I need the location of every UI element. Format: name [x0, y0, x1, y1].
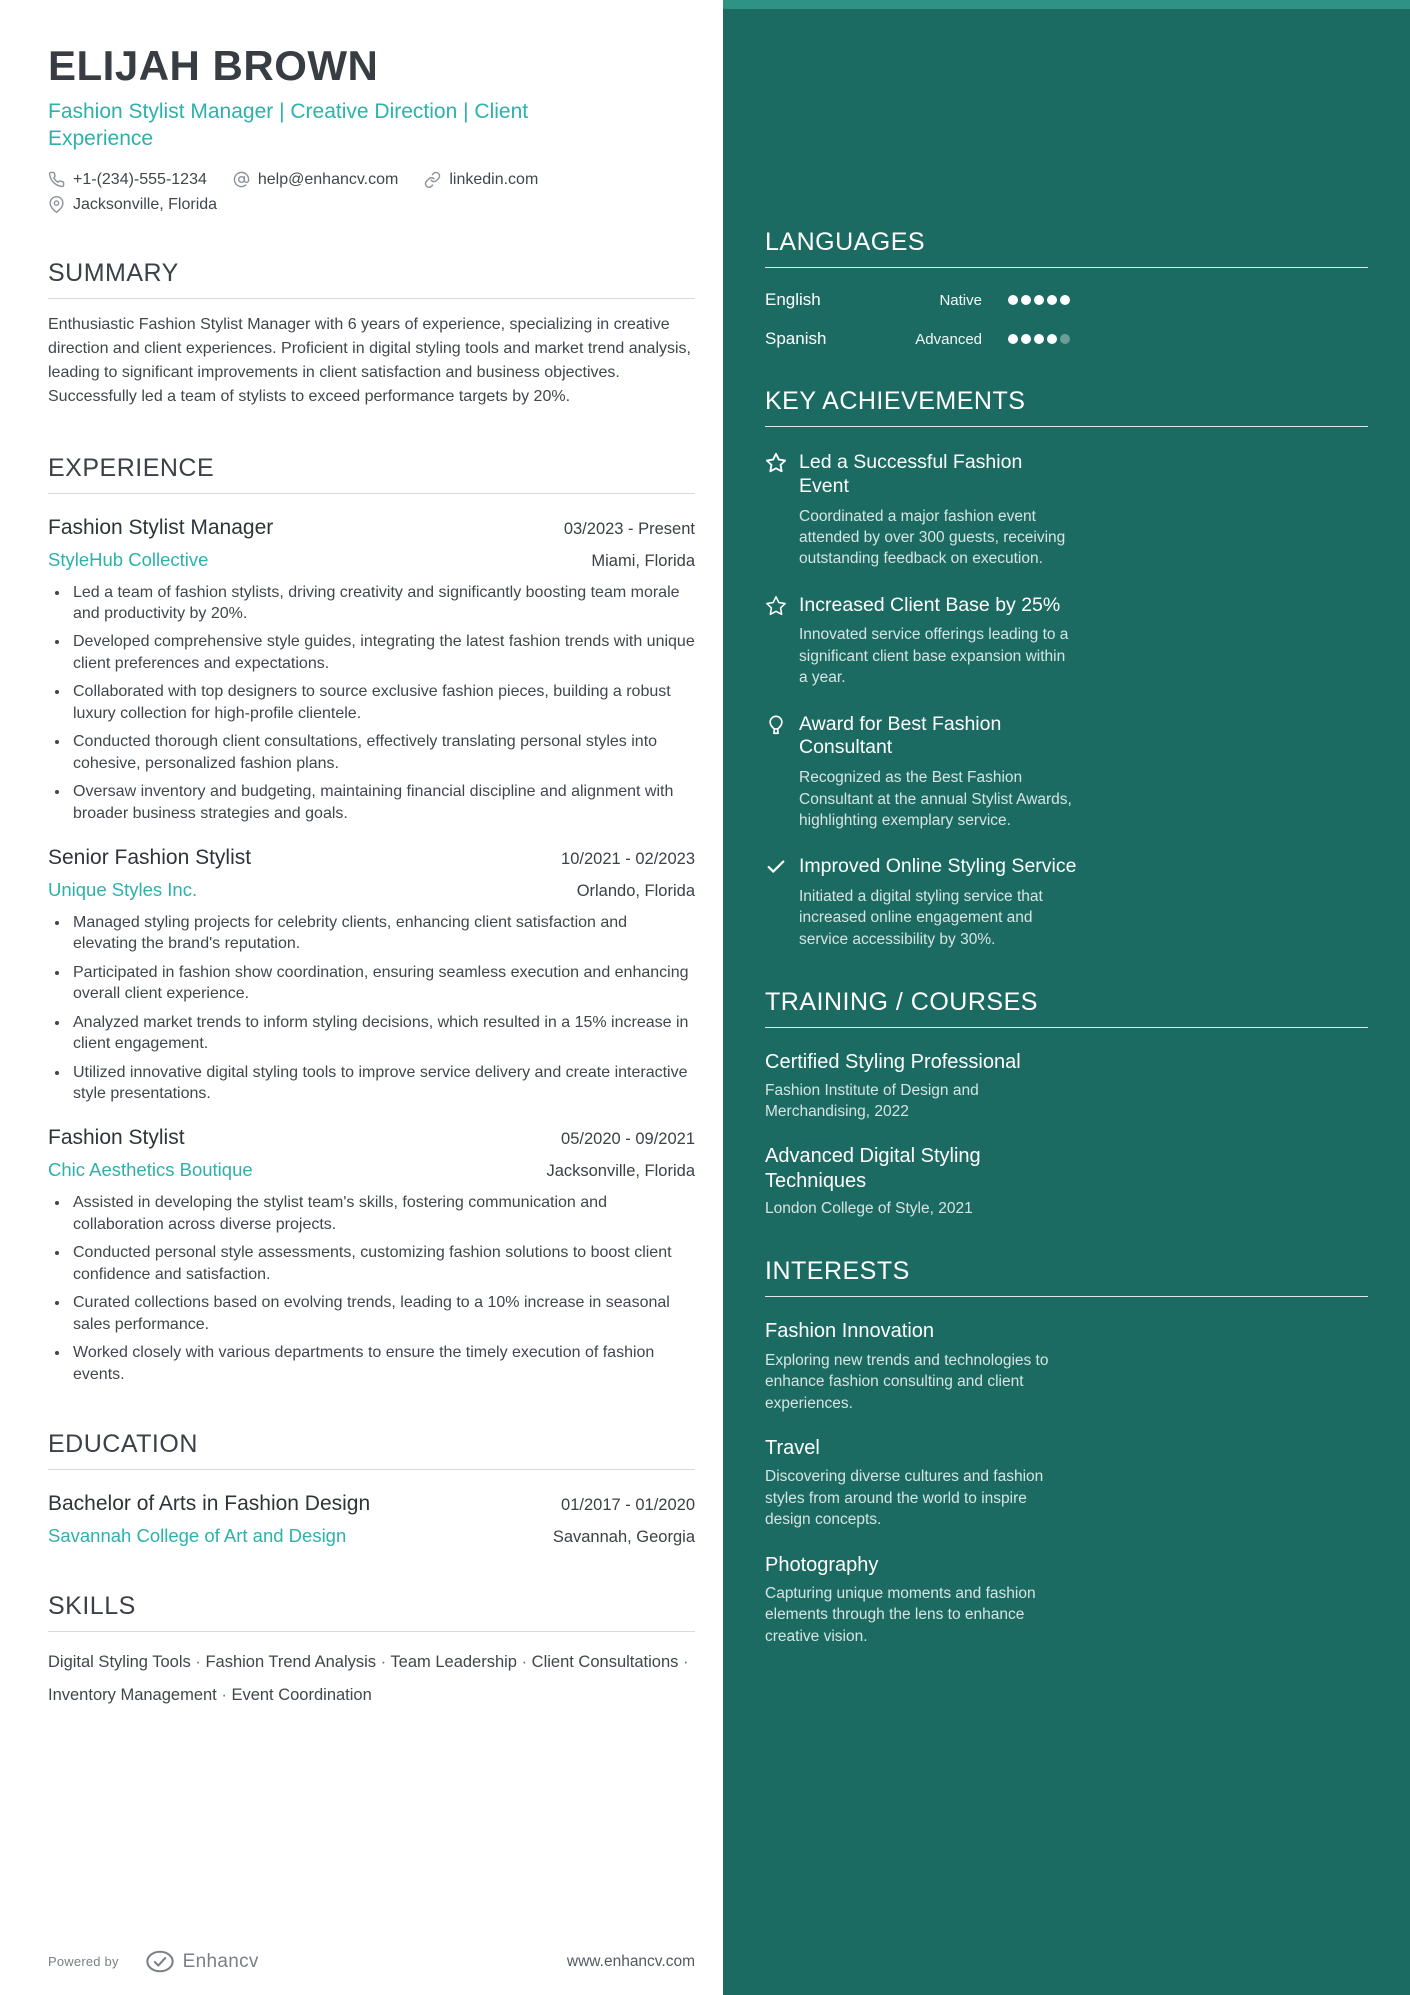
school-name: Savannah College of Art and Design [48, 1524, 347, 1546]
job-location: Miami, Florida [591, 551, 695, 570]
achievement-title: Award for Best Fashion Consultant [799, 712, 1002, 759]
interests-heading: INTERESTS [765, 1257, 1368, 1297]
skills-list [48, 1646, 695, 1712]
bullet: • Conducted personal style assessments, customizing fashion solutions to boost client confidence and satisfaction. [70, 1242, 695, 1285]
language-name: English [765, 290, 821, 309]
experience-item [48, 516, 695, 824]
achievement-title: Led a Successful Fashion Event [799, 451, 1023, 497]
job-company: StyleHub Collective [48, 548, 209, 570]
language-level-label: Native [939, 291, 982, 309]
achievement-description: Coordinated a major fashion event attended by over 300 guests, receiving outstanding feedback on execution. [799, 507, 1066, 568]
achievement-item [765, 594, 1077, 689]
interest-description: Exploring new trends and technologies to enhance fashion consulting and client experiences. [765, 1351, 1049, 1412]
interest-title: Fashion Innovation [765, 1320, 935, 1343]
job-bullets [48, 582, 695, 824]
summary-heading: SUMMARY [48, 259, 695, 299]
sidebar [723, 0, 1410, 1995]
achievement-description: Recognized as the Best Fashion Consultant at the annual Stylist Awards, highlighting exemplary service. [799, 769, 1072, 829]
contact-info [48, 171, 695, 214]
education-dates: 01/2017 - 01/2020 [561, 1495, 695, 1514]
interest-description: Discovering diverse cultures and fashion styles from around the world to inspire design concepts. [765, 1468, 1044, 1529]
job-dates: 10/2021 - 02/2023 [561, 849, 695, 868]
candidate-name: ELIJAH BROWN [48, 42, 379, 89]
skill-item: Team Leadership · [390, 1653, 531, 1671]
education-heading: EDUCATION [48, 1430, 695, 1470]
footer-url[interactable]: www.enhancv.com [566, 1952, 695, 1970]
language-level-dots [1008, 295, 1070, 305]
interest-title: Travel [765, 1437, 820, 1459]
location-text: Jacksonville, Florida [73, 195, 218, 213]
language-item [765, 290, 1070, 310]
skill-item: Digital Styling Tools · [48, 1653, 205, 1671]
level-dot [1021, 334, 1031, 344]
experience-section [48, 454, 695, 1385]
powered-by-label: Powered by [48, 1954, 119, 1969]
skills-heading: SKILLS [48, 1592, 695, 1632]
achievement-description: Initiated a digital styling service that increased online engagement and service accessibility by 30%. [799, 888, 1043, 948]
job-company: Chic Aesthetics Boutique [48, 1159, 253, 1181]
course-title: Certified Styling Professional [765, 1051, 1021, 1074]
level-dot [1008, 295, 1018, 305]
bullet: • Developed comprehensive style guides, integrating the latest fashion trends with unique client preferences and expectations. [70, 631, 695, 674]
enhancv-logo[interactable] [145, 1950, 259, 1973]
footer [48, 1950, 695, 1973]
link-text[interactable]: linkedin.com [449, 170, 539, 188]
candidate-title: Fashion Stylist Manager | Creative Direction | Client Experience [48, 100, 529, 151]
degree-title: Bachelor of Arts in Fashion Design [48, 1491, 371, 1515]
bullet: • Led a team of fashion stylists, driving creativity and significantly boosting team morale and productivity by 20%. [70, 582, 695, 625]
bullet: • Conducted thorough client consultations, effectively translating personal styles into cohesive, personalized fashion plans. [70, 731, 695, 774]
bullet: • Analyzed market trends to inform styling decisions, which resulted in a 15% increase in client engagement. [70, 1012, 695, 1055]
experience-heading: EXPERIENCE [48, 454, 695, 494]
key-achievements-section [765, 387, 1368, 950]
summary-text: Enthusiastic Fashion Stylist Manager with 6 years of experience, specializing in creative direction and client experiences. Proficient in digital styling tools and market trend analysis, leading to significant improvements in client satisfaction and business objectives. Successfully led a team of stylists to exceed performance targets by 20%. [48, 315, 691, 405]
language-level-dots [1008, 334, 1070, 344]
job-company: Unique Styles Inc. [48, 878, 198, 900]
level-dot [1008, 334, 1018, 344]
job-bullets [48, 1192, 695, 1385]
languages-section [765, 228, 1368, 349]
phone-icon [48, 171, 65, 188]
bullet: • Participated in fashion show coordination, ensuring seamless execution and enhancing overall client experience. [70, 962, 695, 1005]
contact-location [48, 196, 217, 214]
email-address[interactable]: help@enhancv.com [257, 170, 399, 188]
phone-number: +1-(234)-555-1234 [73, 170, 207, 188]
achievement-title: Improved Online Styling Service [799, 855, 1077, 878]
course-institution: London College of Style, 2021 [765, 1200, 973, 1218]
school-location: Savannah, Georgia [552, 1527, 695, 1546]
bullet: • Utilized innovative digital styling tools to improve service delivery and create interactive style presentations. [70, 1062, 695, 1105]
achievement-description: Innovated service offerings leading to a significant client base expansion within a year. [799, 626, 1069, 687]
skill-item: Fashion Trend Analysis · [205, 1653, 390, 1671]
star-icon [765, 451, 787, 570]
course-title: Advanced Digital Styling Techniques [765, 1145, 981, 1192]
level-dot [1047, 295, 1057, 305]
job-dates: 05/2020 - 09/2021 [561, 1130, 695, 1149]
enhancv-logo-icon [145, 1950, 175, 1973]
job-dates: 03/2023 - Present [563, 519, 695, 538]
key-achievements-heading: KEY ACHIEVEMENTS [765, 387, 1368, 427]
job-title: Senior Fashion Stylist [48, 845, 252, 869]
interest-item [765, 1436, 1070, 1531]
experience-item [48, 846, 695, 1105]
achievement-title: Increased Client Base by 25% [799, 593, 1061, 616]
link-icon [424, 171, 441, 188]
language-item [765, 329, 1070, 349]
job-title: Fashion Stylist Manager [48, 515, 274, 539]
level-dot [1060, 334, 1070, 344]
level-dot [1047, 334, 1057, 344]
level-dot [1060, 295, 1070, 305]
level-dot [1021, 295, 1031, 305]
bullet: • Curated collections based on evolving trends, leading to a 10% increase in seasonal sales performance. [70, 1292, 695, 1335]
achievement-item [765, 855, 1077, 950]
check-icon [765, 855, 787, 950]
interest-description: Capturing unique moments and fashion elements through the lens to enhance creative vision. [765, 1584, 1036, 1645]
training-heading: TRAINING / COURSES [765, 988, 1368, 1028]
skill-item: Inventory Management · [48, 1686, 231, 1704]
contact-email[interactable] [233, 171, 398, 189]
language-level-label: Advanced [915, 330, 982, 348]
interest-title: Photography [765, 1553, 879, 1576]
bullet: • Oversaw inventory and budgeting, maintaining financial discipline and alignment with broader business strategies and goals. [70, 781, 695, 824]
contact-phone [48, 171, 207, 189]
resume-header [48, 42, 695, 214]
skills-section [48, 1592, 695, 1712]
job-bullets [48, 912, 695, 1105]
skill-item: Client Consultations · [532, 1653, 689, 1671]
education-section [48, 1430, 695, 1547]
language-name: Spanish [765, 329, 827, 348]
interest-item [765, 1553, 1070, 1648]
achievement-item [765, 713, 1077, 832]
achievement-item [765, 451, 1077, 570]
level-dot [1034, 334, 1044, 344]
interests-section [765, 1257, 1368, 1647]
bullet: • Worked closely with various departments to ensure the timely execution of fashion events. [70, 1342, 695, 1385]
brand-name: Enhancv [182, 1950, 259, 1972]
interest-item [765, 1319, 1070, 1414]
level-dot [1034, 295, 1044, 305]
experience-item [48, 1126, 695, 1385]
summary-section [48, 259, 695, 409]
course-item [765, 1050, 1070, 1122]
job-location: Jacksonville, Florida [546, 1162, 695, 1181]
bullet: • Managed styling projects for celebrity clients, enhancing client satisfaction and elevating the brand's reputation. [70, 912, 695, 955]
job-title: Fashion Stylist [48, 1126, 185, 1150]
languages-heading: LANGUAGES [765, 228, 1368, 268]
languages-list [765, 290, 1070, 349]
bullet: • Collaborated with top designers to source exclusive fashion pieces, building a robust luxury collection for high-profile clientele. [70, 681, 695, 724]
map-pin-icon [48, 196, 65, 213]
course-institution: Fashion Institute of Design and Merchandising, 2022 [765, 1081, 979, 1120]
skill-item: Event Coordination [231, 1685, 372, 1704]
contact-link[interactable] [424, 171, 538, 189]
job-location: Orlando, Florida [576, 881, 695, 900]
star-outline-icon [765, 594, 787, 689]
bullet: • Assisted in developing the stylist team's skills, fostering communication and collaboration across diverse projects. [70, 1192, 695, 1235]
education-item [48, 1492, 695, 1547]
balloon-icon [765, 713, 787, 832]
sidebar-top-strip [723, 0, 1410, 9]
course-item [765, 1144, 1070, 1219]
training-section [765, 988, 1368, 1219]
at-sign-icon [233, 171, 250, 188]
